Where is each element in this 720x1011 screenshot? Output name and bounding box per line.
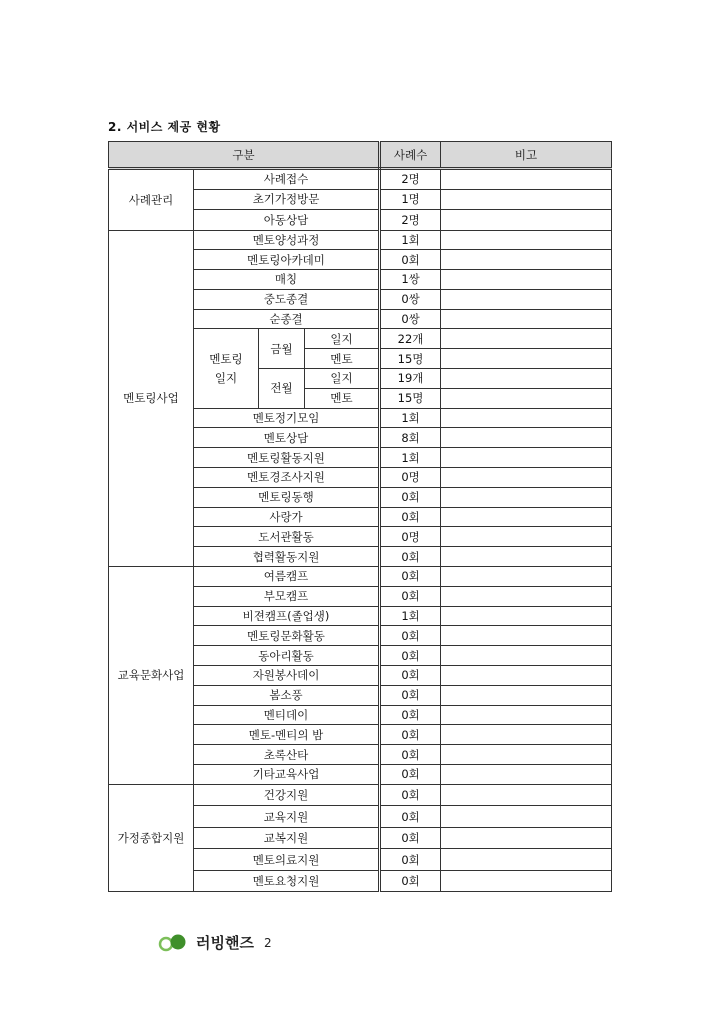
- item-count: 1회: [380, 408, 441, 428]
- header-note: 비고: [441, 142, 612, 169]
- item-count: 0명: [380, 527, 441, 547]
- item-label: 순종결: [194, 309, 380, 329]
- table-row: [109, 230, 612, 250]
- item-note: [441, 806, 612, 828]
- table-row: [109, 169, 612, 190]
- item-count: 0회: [380, 765, 441, 785]
- item-note: [441, 745, 612, 765]
- item-count: 8회: [380, 428, 441, 448]
- item-label: 멘토상담: [194, 428, 380, 448]
- item-count: 0회: [380, 827, 441, 849]
- brand-name: 러빙핸즈: [196, 934, 254, 952]
- item-label: 사례접수: [194, 169, 380, 190]
- journal-sub-label: 일지: [305, 369, 380, 389]
- item-count: 0회: [380, 250, 441, 270]
- header-count: 사례수: [380, 142, 441, 169]
- header-category: 구분: [109, 142, 380, 169]
- page-number: 2: [263, 935, 272, 950]
- table-row: [109, 784, 612, 806]
- item-note: [441, 685, 612, 705]
- item-count: 15명: [380, 349, 441, 369]
- item-count: 0회: [380, 784, 441, 806]
- item-count: 0회: [380, 705, 441, 725]
- item-label: 멘토-멘티의 밤: [194, 725, 380, 745]
- item-note: [441, 626, 612, 646]
- item-label: 멘토링문화활동: [194, 626, 380, 646]
- table-header-row: [109, 142, 612, 169]
- item-count: 0회: [380, 626, 441, 646]
- item-count: 0회: [380, 487, 441, 507]
- footer: [158, 932, 272, 953]
- item-label: 협력활동지원: [194, 547, 380, 567]
- item-label: 교복지원: [194, 827, 380, 849]
- item-label: 멘토경조사지원: [194, 468, 380, 488]
- item-note: [441, 230, 612, 250]
- group-label: 가정종합지원: [109, 784, 194, 892]
- item-note: [441, 586, 612, 606]
- journal-sub-label: 일지: [305, 329, 380, 349]
- month-label: 금월: [259, 329, 305, 369]
- item-count: 0쌍: [380, 309, 441, 329]
- item-label: 중도종결: [194, 289, 380, 309]
- item-note: [441, 487, 612, 507]
- item-label: 봄소풍: [194, 685, 380, 705]
- month-label: 전월: [259, 369, 305, 409]
- item-note: [441, 606, 612, 626]
- item-note: [441, 646, 612, 666]
- item-label: 초기가정방문: [194, 189, 380, 210]
- item-label: 멘토의료지원: [194, 849, 380, 871]
- item-note: [441, 329, 612, 349]
- item-label: 멘티데이: [194, 705, 380, 725]
- item-note: [441, 705, 612, 725]
- item-label: 멘토양성과정: [194, 230, 380, 250]
- item-note: [441, 870, 612, 892]
- item-note: [441, 369, 612, 389]
- item-count: 1명: [380, 189, 441, 210]
- item-note: [441, 448, 612, 468]
- item-count: 1회: [380, 448, 441, 468]
- item-note: [441, 189, 612, 210]
- section-heading: 2. 서비스 제공 현황: [108, 120, 221, 134]
- item-label: 건강지원: [194, 784, 380, 806]
- service-table: [108, 141, 612, 892]
- item-count: 0회: [380, 646, 441, 666]
- item-note: [441, 388, 612, 408]
- item-label: 여름캠프: [194, 567, 380, 587]
- item-count: 0회: [380, 567, 441, 587]
- journal-sub-label: 멘토: [305, 349, 380, 369]
- item-note: [441, 849, 612, 871]
- item-note: [441, 169, 612, 190]
- item-note: [441, 784, 612, 806]
- item-count: 0명: [380, 468, 441, 488]
- item-note: [441, 468, 612, 488]
- item-count: 19개: [380, 369, 441, 389]
- table-row: [109, 567, 612, 587]
- group-label: 교육문화사업: [109, 567, 194, 785]
- item-note: [441, 547, 612, 567]
- item-count: 0회: [380, 806, 441, 828]
- item-label: 동아리활동: [194, 646, 380, 666]
- item-count: 0회: [380, 849, 441, 871]
- item-count: 1회: [380, 230, 441, 250]
- item-count: 15명: [380, 388, 441, 408]
- item-label: 자원봉사데이: [194, 666, 380, 686]
- table-body: [109, 169, 612, 892]
- clover-logo-icon: [158, 933, 192, 953]
- item-count: 0회: [380, 507, 441, 527]
- item-count: 0회: [380, 870, 441, 892]
- item-note: [441, 250, 612, 270]
- item-note: [441, 666, 612, 686]
- item-label: 아동상담: [194, 210, 380, 231]
- item-count: 0회: [380, 586, 441, 606]
- item-label: 초록산타: [194, 745, 380, 765]
- item-label: 멘토링아카데미: [194, 250, 380, 270]
- item-note: [441, 827, 612, 849]
- item-label: 멘토정기모임: [194, 408, 380, 428]
- item-note: [441, 270, 612, 290]
- item-count: 0쌍: [380, 289, 441, 309]
- journal-sub-label: 멘토: [305, 388, 380, 408]
- item-note: [441, 527, 612, 547]
- item-count: 0회: [380, 547, 441, 567]
- item-note: [441, 289, 612, 309]
- item-label: 부모캠프: [194, 586, 380, 606]
- item-label: 매칭: [194, 270, 380, 290]
- item-count: 1회: [380, 606, 441, 626]
- group-label: 사례관리: [109, 169, 194, 231]
- item-label: 사랑가: [194, 507, 380, 527]
- item-count: 22개: [380, 329, 441, 349]
- item-count: 2명: [380, 210, 441, 231]
- item-note: [441, 210, 612, 231]
- item-label: 비젼캠프(졸업생): [194, 606, 380, 626]
- item-count: 1쌍: [380, 270, 441, 290]
- item-count: 0회: [380, 745, 441, 765]
- item-label: 멘토링활동지원: [194, 448, 380, 468]
- journal-label: 멘토링 일지: [194, 329, 259, 408]
- item-label: 기타교육사업: [194, 765, 380, 785]
- item-label: 교육지원: [194, 806, 380, 828]
- item-label: 멘토요청지원: [194, 870, 380, 892]
- item-count: 0회: [380, 685, 441, 705]
- item-note: [441, 567, 612, 587]
- item-count: 0회: [380, 666, 441, 686]
- item-count: 0회: [380, 725, 441, 745]
- item-note: [441, 725, 612, 745]
- item-note: [441, 428, 612, 448]
- item-label: 멘토링동행: [194, 487, 380, 507]
- group-label: 멘토링사업: [109, 230, 194, 567]
- item-note: [441, 765, 612, 785]
- item-label: 도서관활동: [194, 527, 380, 547]
- item-note: [441, 408, 612, 428]
- item-count: 2명: [380, 169, 441, 190]
- item-note: [441, 349, 612, 369]
- item-note: [441, 309, 612, 329]
- item-note: [441, 507, 612, 527]
